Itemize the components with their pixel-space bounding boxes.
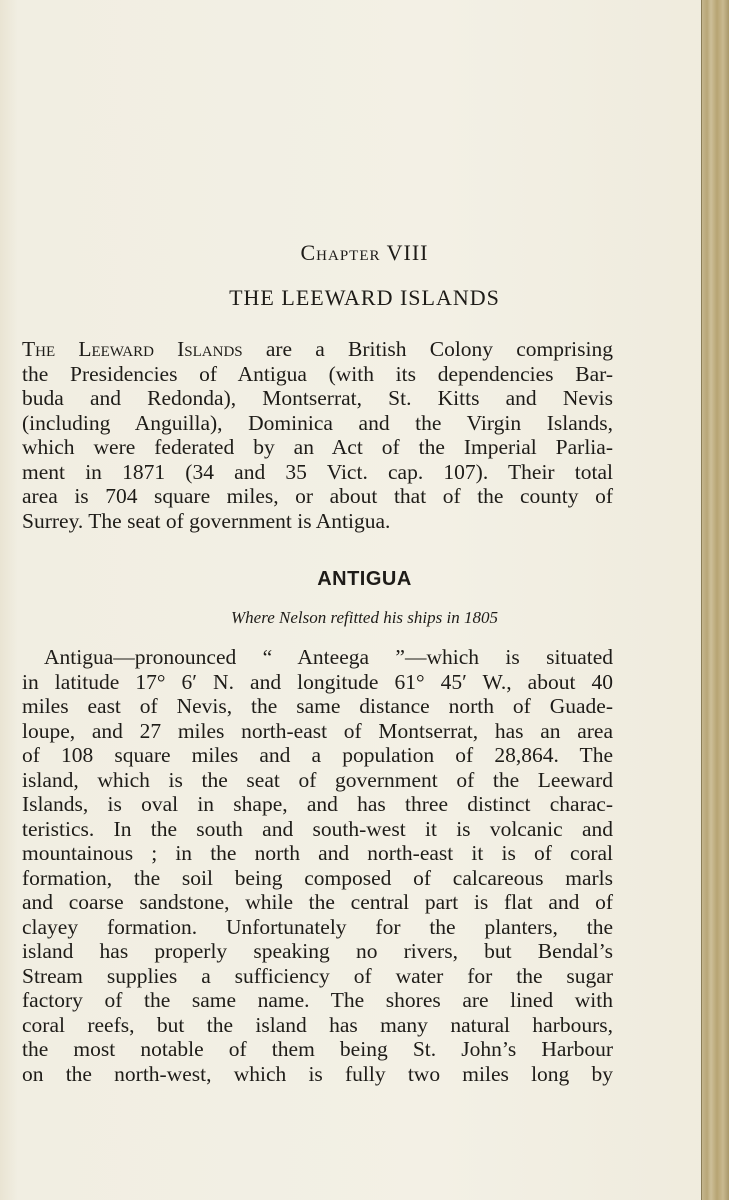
body-line: formation, the soil being composed of calcareous marls <box>22 865 613 890</box>
intro-line: area is 704 square miles, or about that of the county of <box>22 484 613 508</box>
intro-line: The Leeward Islands are a British Colony comprising <box>22 337 613 361</box>
section-heading: ANTIGUA <box>317 568 412 590</box>
body-line: coral reefs, but the island has many natural harbours, <box>22 1012 613 1037</box>
body-line: island has properly speaking no rivers, but Bendal’s <box>22 939 613 963</box>
body-line: factory of the same name. The shores are lined with <box>22 988 613 1012</box>
body-line: Antigua—pronounced “ Anteega ”—which is situated <box>44 645 613 669</box>
intro-line: buda and Redonda), Montserrat, St. Kitts and Nevis <box>22 386 613 410</box>
intro-line: the Presidencies of Antigua (with its dependencies Bar- <box>22 361 613 386</box>
intro-line: (including Anguilla), Dominica and the Virgin Islands, <box>22 410 613 435</box>
intro-line: Surrey. The seat of government is Antigua. <box>22 508 391 533</box>
body-line: teristics. In the south and south-west it is volcanic and <box>22 816 613 841</box>
body-line: the most notable of them being St. John’s Harbour <box>22 1037 613 1061</box>
body-line: of 108 square miles and a population of 28,864. The <box>22 743 613 767</box>
section-subtitle: Where Nelson refitted his ships in 1805 <box>231 608 498 627</box>
body-line: clayey formation. Unfortunately for the planters, the <box>22 914 613 939</box>
body-line: and coarse sandstone, while the central part is flat and of <box>22 890 613 914</box>
page-edge-line <box>701 0 702 1200</box>
intro-lead: The Leeward Islands <box>22 337 243 361</box>
intro-paragraph <box>22 337 613 533</box>
intro-line: which were federated by an Act of the Imperial Parlia- <box>22 435 613 459</box>
body-paragraph <box>22 645 613 1086</box>
body-line: on the north-west, which is fully two miles long by <box>22 1061 613 1086</box>
intro-line: ment in 1871 (34 and 35 Vict. cap. 107). Their total <box>22 459 613 484</box>
body-line: miles east of Nevis, the same distance north of Guade- <box>22 694 613 718</box>
body-line: loupe, and 27 miles north-east of Montserrat, has an area <box>22 718 613 743</box>
body-line: Islands, is oval in shape, and has three distinct charac- <box>22 792 613 816</box>
body-line: in latitude 17° 6′ N. and longitude 61° 45′ W., about 40 <box>22 669 613 694</box>
page-edge <box>701 0 729 1200</box>
body-line: mountainous ; in the north and north-east it is of coral <box>22 841 613 865</box>
chapter-label: Chapter VIII <box>300 240 429 265</box>
body-line: island, which is the seat of government of the Leeward <box>22 767 613 792</box>
chapter-title: THE LEEWARD ISLANDS <box>229 285 500 310</box>
body-line: Stream supplies a sufficiency of water for the sugar <box>22 963 613 988</box>
